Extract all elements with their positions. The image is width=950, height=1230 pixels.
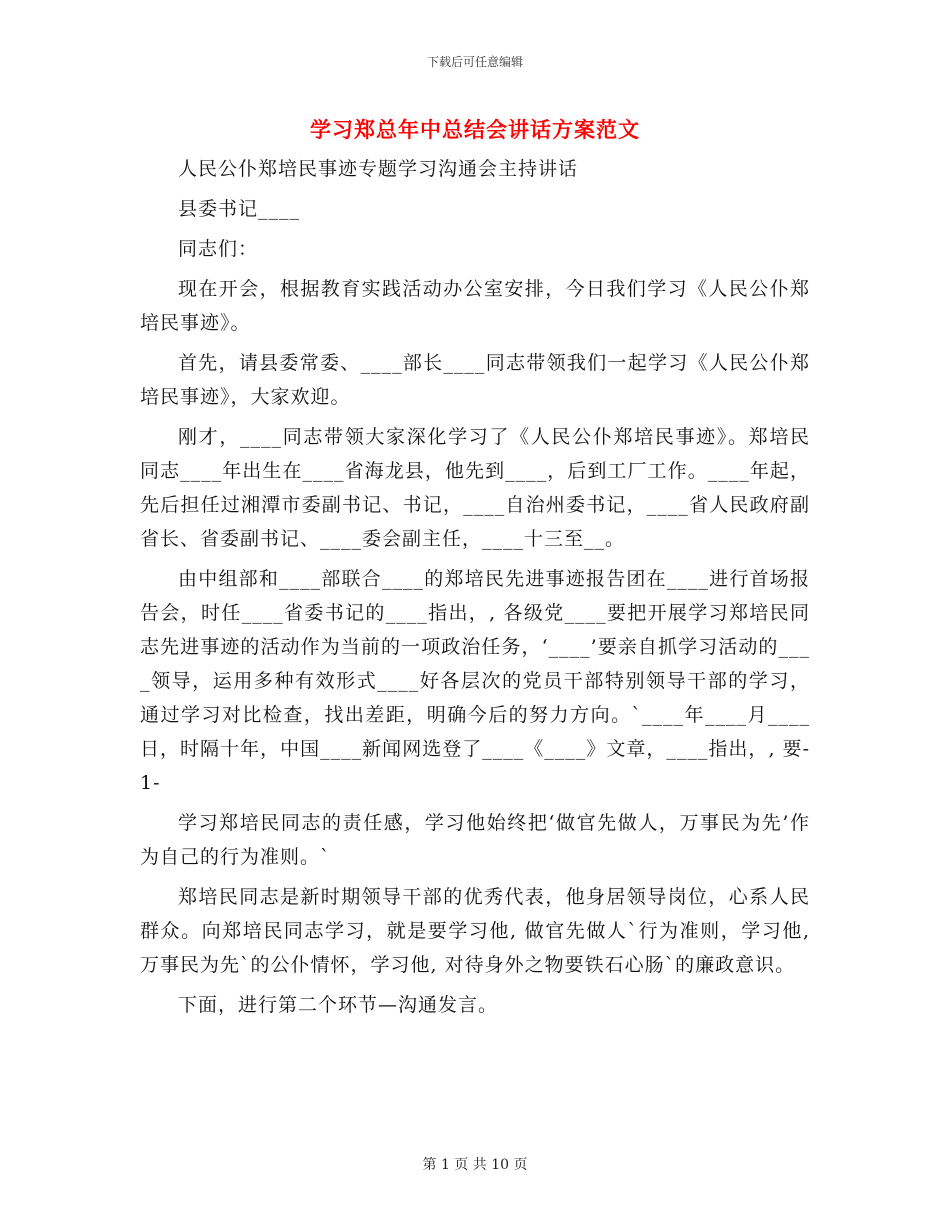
paragraph: 现在开会，根据教育实践活动办公室安排，今日我们学习《人民公仆郑培民事迹》。: [140, 278, 810, 334]
paragraph-speaker: 县委书记____: [178, 198, 301, 220]
paragraph: 刚才，____同志带领大家深化学习了《人民公仆郑培民事迹》。郑培民同志____年出生在____省海龙县，他先到____，后到工厂工作。____年起，先后担任过湘潭市委副书记、书记，____自治州委书记，____省人民政府副省长、省委副书记、____委会副主任，____十三至__。: [140, 426, 810, 550]
document-body: [140, 152, 810, 1028]
page-header-note: 下载后可任意编辑: [426, 55, 523, 69]
page-number: 第 1 页 共 10 页: [422, 1157, 528, 1173]
paragraph: 学习郑培民同志的责任感，学习他始终把‘做官先做人，万事民为先’作为自己的行为准则。`: [140, 812, 810, 868]
paragraph-subtitle: 人民公仆郑培民事迹专题学习沟通会主持讲话: [178, 158, 579, 180]
paragraph: 首先，请县委常委、____部长____同志带领我们一起学习《人民公仆郑培民事迹》，大家欢迎。: [140, 352, 810, 408]
paragraph: 由中组部和____部联合____的郑培民先进事迹报告团在____进行首场报告会，时任____省委书记的____指出，, 各级党____要把开展学习郑培民同志先进事迹的活动作为当前的一项政治任务，‘____’要亲自抓学习活动的____领导，运用多种有效形式____好各层次的党员干部特别领导干部的学习，通过学习对比检查，找出差距，明确今后的努力方向。`____年____月____日，时隔十年，中国____新闻网选登了____《____》文章，____指出，, 要-1-: [140, 568, 810, 794]
document-title: 学习郑总年中总结会讲话方案范文: [310, 118, 640, 142]
paragraph: 下面，进行第二个环节—沟通发言。: [178, 994, 499, 1016]
paragraph-salutation: 同志们：: [178, 238, 259, 260]
paragraph: 郑培民同志是新时期领导干部的优秀代表，他身居领导岗位，心系人民群众。向郑培民同志学习，就是要学习他, 做官先做人`行为准则，学习他, 万事民为先`的公仆情怀，学习他, 对待身外之物要铁石心肠`的廉政意识。: [140, 886, 810, 976]
